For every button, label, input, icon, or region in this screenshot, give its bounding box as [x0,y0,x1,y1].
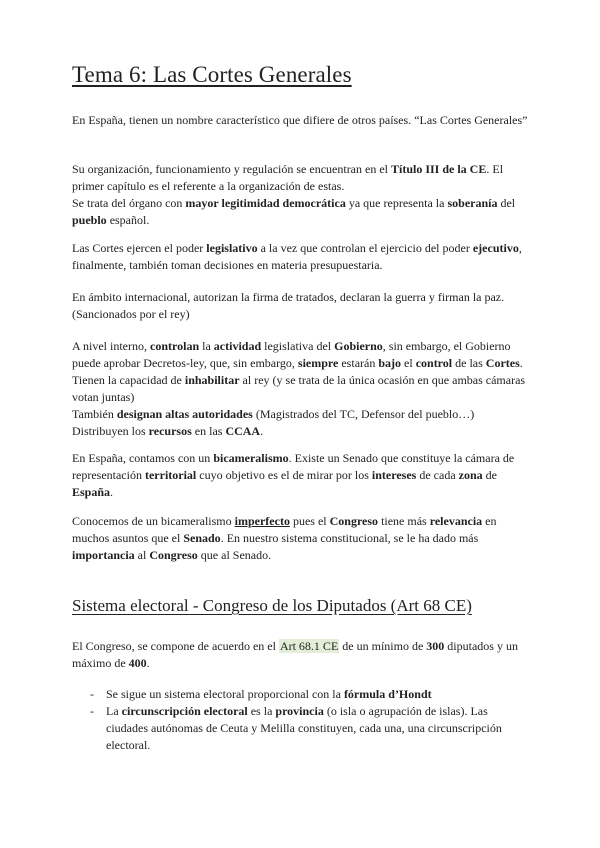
paragraph-bicameralismo-imperfecto: Conocemos de un bicameralismo imperfecto pues el Congreso tiene más relevancia en muchos asuntos que el Senado. En nuestro sistema constitucional, se le ha dado más importancia al Congreso que al Senado. [72,514,497,562]
list-item: - La circunscripción electoral es la provincia (o isla o agrupación de islas). Las ciudades autónomas de Ceuta y Melilla constituyen, cada una, una circunscripción electoral. [90,704,502,752]
paragraph-poderes: Las Cortes ejercen el poder legislativo a la vez que controlan el ejercicio del poder ejecutivo, finalmente, también toman decisiones en materia presupuestaria. [72,241,522,272]
paragraph-nivel-interno: A nivel interno, controlan la actividad legislativa del Gobierno, sin embargo, el Gobierno puede aprobar Decretos-ley, que, sin embargo, siempre estarán bajo el control de las Cortes. Tienen la capacidad de inhabilitar al rey (y se trata de la única ocasión en que ambas cámaras votan juntas) También designan altas autoridades (Magistrados del TC, Defensor del pueblo…) Distribuyen los recursos en las CCAA. [72,339,526,438]
paragraph-internacional: En ámbito internacional, autorizan la firma de tratados, declaran la guerra y firman la paz. (Sancionados por el rey) [72,290,505,321]
dash-bullet: - [90,687,94,701]
paragraph-intro: En España, tienen un nombre característico que difiere de otros países. “Las Cortes Generales” [72,113,528,127]
paragraph-bicameralismo: En España, contamos con un bicameralismo. Existe un Senado que constituye la cámara de representación territorial cuyo objetivo es el de mirar por los intereses de cada zona de España. [72,451,515,499]
paragraph-organizacion: Su organización, funcionamiento y regulación se encuentran en el Título III de la CE. El primer capítulo es el referente a la organización de estas. Se trata del órgano con mayor legitimidad democrática ya que representa la soberanía del pueblo español. [72,162,516,227]
page-title: Tema 6: Las Cortes Generales [72,62,352,87]
highlighted-reference: Art 68.1 CE [279,639,339,653]
list-item: - Se sigue un sistema electoral proporcional con la fórmula d’Hondt [90,687,432,701]
dash-bullet: - [90,704,94,718]
paragraph-congreso: El Congreso, se compone de acuerdo en el Art 68.1 CE de un mínimo de 300 diputados y un máximo de 400. [72,639,518,670]
section-heading-sistema-electoral: Sistema electoral - Congreso de los Diputados (Art 68 CE) [72,596,472,615]
electoral-list [72,686,532,754]
